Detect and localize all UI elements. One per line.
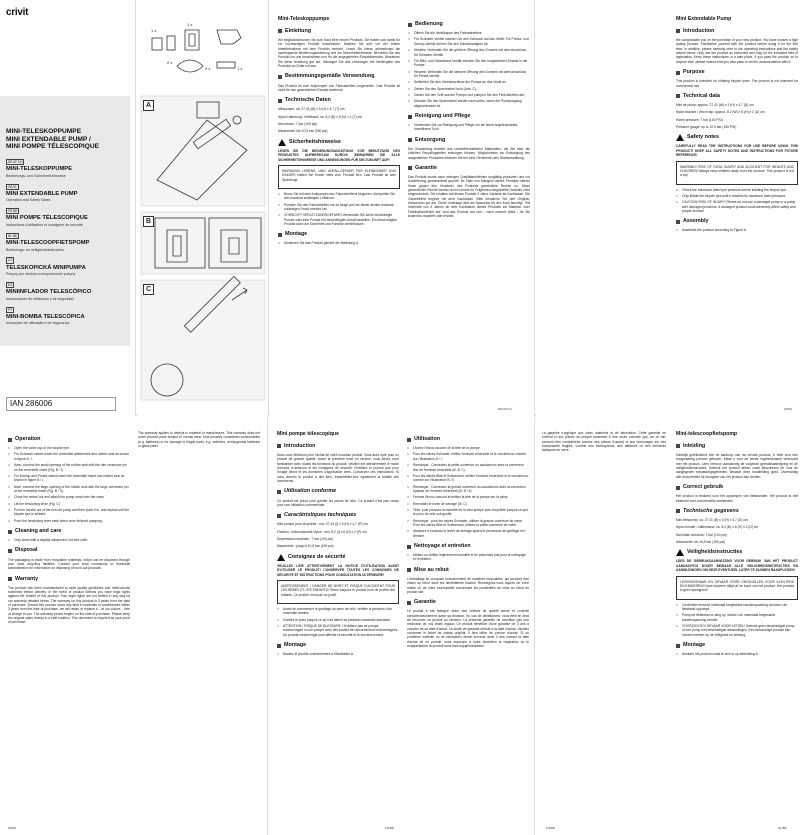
language-subtitle: Instrucciones de utilización y de seguridad — [6, 296, 74, 301]
bullet-item: □ Lift the tensioning lever (Fig. C). — [8, 502, 130, 506]
quantity-label: 1 x — [187, 22, 193, 27]
section-heading: Montage — [278, 231, 400, 238]
page-footer: GB/IE — [784, 407, 793, 412]
bullet-item: □ Ziehen Sie den Spannhebel hoch (Abb. C). — [408, 87, 530, 91]
cover-page — [0, 0, 136, 416]
language-title: TELESKOPICKÁ MINIPUMPA — [6, 264, 86, 271]
bullet-item: □ Avant de commencer le gonflage du pneu de vélo, vérifiez la pression d'air maximale admise. — [277, 607, 399, 616]
section-heading: Inleiding — [676, 443, 798, 450]
quantity-label: 2 x — [167, 60, 173, 65]
bullet-item: □ VORSICHT! VERLETZUNGSGEFAHR! Verwenden Sie keine beschädigte Pumpe oder eine Pumpe mit beschädigten Anschlussteilen. Ein beschädigtes Produkt kann die Sicherheit und Funktion beeinflussen. — [278, 213, 400, 226]
paragraph: The warranty applies to defects in material or manufacture. This warranty does not cover product parts subject to normal wear, thus possibly considered consumables (e.g. batteries) or for damage to fragile parts, e.g. switches, rechargeable batteries or glass parts. — [138, 431, 260, 449]
section-heading: Nettoyage et entretien — [407, 543, 529, 550]
bullet-item: □ Controleer eerst de maximaal toegestane bandenspanning voordat u de fietsband oppompt. — [676, 603, 798, 612]
de-col-left — [278, 16, 400, 248]
page-title: Mini Extendable Pump — [676, 16, 732, 22]
nl-page — [536, 417, 802, 835]
paragraph: Nous vous félicitons pour l'achat de votre nouveau produit. Vous avez opté pour un produit de grande qualité. Avant la première mise en service, vous devez vous familiariser avec toutes les fonctions du produit. Veuillez lire attentivement le mode d'emploi ci-dessous et les consignes de sécurité. N'utilisez le produit que pour l'usage décrit et les domaines d'application cités. Conservez ces instructions. Si vous donnez le produit à des tiers, transmettez-leur également la totalité des documents. — [277, 452, 399, 484]
cover-title — [6, 128, 130, 151]
section-heading: Mise au rebut — [407, 567, 529, 574]
section-heading: Utilisation conforme — [277, 488, 399, 495]
warning-box: LEVENSGEVAAR EN GEVAAR VOOR ONGEVALLEN VOOR KLEUTERS EN KINDEREN! Houd kinderen altijd uit de buurt van het product. Het product is geen speelgoed! — [676, 576, 798, 600]
bullet-item: □ Remarque : pour les valves Schrader, utilisez la grande ouverture de valve. Pour les valves Blitz et Sclaverand, utilisez la petite ouverture de valve. — [407, 519, 529, 528]
language-codes: GB IE — [8, 184, 17, 189]
bullet-item: □ Montez le produit conformément à l'illustration A. — [277, 652, 399, 656]
page-footer: NL/BE — [778, 826, 787, 831]
spec-row: Manometer: tot 10,5 bar (150 psi) — [676, 540, 725, 545]
paragraph: Das Produkt ist zum Aufpumpen von Fahrradreifen vorgesehen. Das Produkt ist nicht für den gewerblichen Einsatz bestimmt. — [278, 83, 400, 92]
paragraph: The packaging is made from recyclable materials, which can be disposed through your local recycling facilities. Contact your local community or municipal administration for information on disposing of worn-out products. — [8, 557, 130, 571]
caps-notice: CAREFULLY READ THE INSTRUCTIONS FOR USE BEFORE USING THIS PRODUCT! KEEP ALL SAFETY NOTES AND INSTRUCTIONS FOR FUTURE REFERENCE! — [676, 144, 798, 158]
spec-row: Nylon houder / klittenband: ca. 8,2 (B) x 6 (H) x 2 (D) cm — [676, 525, 759, 530]
paragraph: This product is intended for inflating bicycle tyres. The product is not intended for commercial use. — [676, 79, 798, 88]
bullet-item: □ Abaissez à nouveau le levier de serrage quand le processus de gonflage est terminé. — [407, 529, 529, 538]
gb-page-1 — [536, 0, 802, 416]
bullet-item: □ Fermez l'écrou-raccord et enfilez la tête de la pompe sur la valve. — [407, 495, 529, 499]
language-title: MINI-TELESCOOPFIETSPOMP — [6, 240, 90, 246]
spec-row: Nenndruck: 7 bar (100 psi) — [278, 122, 318, 127]
warning-box: WARNUNG! LEBENS- UND UNFALLGEFAHR FÜR KLEINKINDER UND KINDER! Halten Sie Kinder stets vom Produkt fern. Das Produkt ist kein Spielzeug! — [278, 165, 400, 189]
quantity-label: 1 x — [151, 28, 157, 33]
de-col-right — [408, 16, 530, 221]
bullet-item: □ Check the maximum rated tyre pressure before inflating the bicycle tyre. — [676, 188, 798, 192]
section-heading: Bedienung — [408, 21, 530, 28]
spec-row: Mini air pump: approx. 27.41 (W) x 3 (H) x 4.7 (D) cm — [676, 102, 754, 107]
language-subtitle: Instructions d'utilisation et consignes de sécurité — [6, 223, 83, 228]
page-footer: FR/BE — [385, 826, 394, 831]
warning-triangle-icon — [278, 139, 286, 146]
language-entry — [6, 184, 130, 204]
cover-title-line: MINI EXTENDABLE PUMP / — [6, 135, 91, 143]
language-entry — [6, 257, 130, 277]
bullet-item: □ Open the valve cap of the bicycle tyre. — [8, 446, 130, 450]
bullet-item: □ CAUTION! RISK OF INJURY! Please do not use a damaged pump or a pump with damaged junctions. A damaged product could adversely affect safety and proper function. — [676, 200, 798, 213]
bullet-item: □ Verwenden Sie zur Reinigung und Pflege nur ein leicht angefeuchtetes, fusselfreies Tuch. — [408, 123, 530, 132]
gb-col-left — [676, 16, 798, 235]
section-heading: Correct gebruik — [676, 484, 798, 491]
page-title: Mini-telescoopfietspomp — [676, 431, 738, 437]
paragraph: L'emballage se compose exclusivement de matières recyclables, qui peuvent être mises au rebut dans les déchetteries locales. Renseignez-vous auprès de votre mairie ou de votre municipalité concernant les possibilités de mise au rebut du produit usé. — [407, 576, 529, 594]
figures-page — [137, 0, 269, 416]
language-title: MINI POMPE TÉLESCOPIQUE — [6, 215, 88, 222]
bullet-item: □ Hinweis: Verbinden Sie die größere Öffnung des Gummis mit dem Anschluss für Schrader-Ventile. — [408, 48, 530, 57]
section-heading: Entsorgung — [408, 137, 530, 144]
section-heading: Montage — [676, 642, 798, 649]
page-title: Mini-Teleskoppumpe — [278, 16, 330, 22]
section-heading: Technical data — [676, 93, 798, 100]
bullet-item: □ Für Blitz- und Sclaverand-Ventile stecken Sie den umgedrehten Einsatz in die Pumpe. — [408, 59, 530, 68]
spec-row: Nominale overdruk: 7 bar (100 psi) — [676, 532, 727, 537]
bullet-item: □ Monteer het product zoals te zien is op afbeelding A. — [676, 652, 798, 656]
ian-number: IAN 286006 — [6, 397, 116, 411]
figure-label-b: B — [143, 216, 154, 227]
section-heading: Introduction — [676, 28, 798, 35]
warning-triangle-icon — [277, 554, 285, 561]
spec-row: Nylon bracket / velcro tap: approx. 8.2 (W) x 6 (H) x 2 (D) cm — [676, 110, 765, 115]
figure-b-frame — [141, 212, 265, 274]
part-clip-1 — [152, 38, 162, 50]
bullet-item: □ Schließen Sie den Ventilanschluss der Pumpe an das Ventil an. — [408, 80, 530, 84]
language-codes: DE AT CH — [8, 160, 23, 164]
spec-row: Manometer: bis 10,5 bar (150 psi) — [278, 129, 328, 134]
quantity-label: 2 x — [205, 66, 211, 71]
section-heading: Einleitung — [278, 28, 400, 35]
bullet-item: □ VOORZICHTIG! GEVAAR VOOR LETSEL! Gebruik geen beschadigde pomp of een pomp met beschadigde aansluitingen. Een beschadigd product kan invloed hebben op de veiligheid en werking. — [676, 624, 798, 637]
bullet-item: □ Note: connect the small opening of the rubber seal with the dim connector pin on the reversible insert (Fig. B / I). — [8, 463, 130, 472]
fr-col-right — [407, 431, 529, 652]
language-subtitle: Instruções de utilização e de segurança — [6, 321, 70, 326]
spec-row: Pressure gauge: up to 10.5 bar (150 PSI) — [676, 125, 737, 130]
language-title: MINI EXTENDABLE PUMP — [6, 190, 78, 197]
language-title: MINIINFLADOR TELESCÓPICO — [6, 289, 92, 296]
bullet-item: □ Pour les valves Blitz et Sclaverand, enfilez l'embout réversible et le caoutchouc comme sur l'illustration B / II. — [407, 474, 529, 483]
bullet-item: □ Ziehen Sie den Griff aus der Pumpe und pumpen Sie den Fahrradreifen auf. — [408, 93, 530, 97]
language-codes: FR BE — [8, 209, 18, 214]
part-bracket — [185, 30, 199, 50]
section-heading: Bestimmungsgemäße Verwendung — [278, 73, 400, 80]
section-heading: Purpose — [676, 69, 798, 76]
paragraph: Het product is bedoeld voor het oppompen van fietsbanden. Het product is niet bestemd voor commerciële doeleinden. — [676, 494, 798, 503]
language-codes: ES — [8, 282, 13, 287]
bullet-item: □ Utiliser un chiffon légèrement humidifié et ne peluchant pas pour le nettoyage et l'entretien. — [407, 553, 529, 562]
language-codes: PT — [8, 307, 13, 312]
part-strap — [177, 60, 203, 72]
bullet-item: □ Ouvrez l'écrou-raccord de la tête de la pompe. — [407, 446, 529, 450]
bullet-item: □ Montieren Sie das Produkt gemäß der Abbildung A. — [278, 241, 400, 245]
language-list — [6, 154, 130, 329]
fr-col-left — [277, 431, 399, 658]
language-subtitle: Bedienungs- und Sicherheitshinweise — [6, 173, 66, 178]
bullet-item: □ Bevor Sie mit dem Aufpumpen des Fahrradreifens beginnen, überprüfen Sie den maximal zulässigen Luftdruck. — [278, 192, 400, 201]
section-heading: Sicherheitshinweise — [278, 139, 400, 146]
bullet-item: □ ATTENTION ! RISQUE DE BLESSURE ! N'utilisez pas de pompe endommagée ni une pompe avec des parties de raccordement endommagées. Un produit endommagé peut affecter la sécurité et le fonctionnement. — [277, 624, 399, 637]
spec-row: Nylon Halterung / Klettband: ca. 8,2 (B) x 6 (H) x 2 (T) cm — [278, 114, 362, 119]
language-title: MINI-TELESKOPPUMPE — [6, 166, 73, 173]
paragraph: Wir beglückwünschen Sie zum Kauf Ihrer neuen Produkts. Sie haben sich damit für ein hochwertiges Produkt entschieden. Machen Sie sich vor der ersten Inbetriebnahme mit dem Produkt vertraut. Lesen Sie hierzu aufmerksam die nachfolgende Bedienungsanleitung und die Sicherheitshinweise. Benutzen Sie das Produkt nur wie beschrieben und für die angegebenen Einsatzbereiche. Bewahren Sie diese Anleitung gut auf. Händigen Sie alle Unterlagen bei Weitergabe des Produkts an Dritte mit aus. — [278, 37, 400, 69]
spec-row: Surpression nominale : 7 bar (100 psi) — [277, 537, 333, 542]
paragraph: La garantie s'applique aux vices matériels et de fabrication. Cette garantie ne s'étend ni aux pièces du produit soumises à une usure normale (qui, de ce fait, peuvent être considérées comme des pièces d'usure) ni aux dommages sur des composants fragiles, comme des interrupteurs, des batteries ou des éléments fabriqués en verre. — [542, 431, 666, 453]
fr-col-cont — [542, 431, 666, 456]
section-heading: Garantie — [407, 599, 529, 606]
section-heading: Cleaning and care — [8, 528, 130, 535]
bullet-item: □ For Dunlop and Presta valves insert the reversible insert and rubber seal as shown in figure B / I. — [8, 474, 130, 483]
language-subtitle: Pokyny pro obsluhu a bezpečnostní pokyny — [6, 272, 76, 277]
bullet-item: □ Remarque : Connectez la petite ouverture du caoutchouc avec la connexion fine de l'embout réversible (Ill. B / I). — [407, 463, 529, 472]
section-heading: Assembly — [676, 218, 798, 225]
bullet-item: □ Pumpen Sie den Fahrradreifen nur so lange auf, bis dieser seinen maximal zulässigen Druck erreicht hat. — [278, 203, 400, 212]
bullet-item: □ Hinweis: Verbinden Sie die kleinere Öffnung des Gummis mit dem Anschluss für Presta-Ventile. — [408, 70, 530, 79]
section-heading: Consignes de sécurité — [277, 554, 399, 561]
page-footer: DE/AT/CH — [498, 407, 512, 412]
warning-box: AVERTISSEMENT ! DANGER DE MORT ET RISQUE D'ACCIDENT POUR LES BÉBÉS ET LES ENFANTS! Tenez toujours le produit hors de portée des enfants. Ce produit n'est pas un jouet! — [277, 580, 399, 604]
paragraph: Ce produit est prévu pour gonfler les pneus de vélo. Ce produit n'est pas conçu pour une utilisation commerciale. — [277, 498, 399, 507]
cover-title-line: MINI-TELESKOPPUMPE — [6, 128, 82, 135]
part-screw — [217, 62, 235, 68]
language-title: MINI-BOMBA TELESCÓPICA — [6, 313, 85, 320]
brand-logo: crivit — [6, 7, 29, 18]
gb-page-2 — [0, 417, 268, 835]
spec-row: Mini-fietspomp: ca. 27,41 (B) x 3 (H) x 4,7 (D) cm — [676, 517, 748, 522]
page-footer: FR/BE — [546, 826, 555, 831]
figure-c-frame — [141, 280, 265, 400]
bullet-item: □ Pull the handle out of the mini air pump and then push it in, and repeat until the bicycle tyre is inflated. — [8, 508, 130, 517]
warning-triangle-icon — [676, 134, 684, 141]
language-entry — [6, 208, 130, 228]
bullet-item: □ Only inflate the bicycle tyre until it reaches its maximum rated pressure. — [676, 194, 798, 198]
section-heading: Introduction — [277, 443, 399, 450]
language-entry — [6, 282, 130, 302]
paragraph: Hartelijk gefeliciteerd met de aankoop van uw nieuwe product. U hebt voor een hoogwaardig product gekozen. Maak u voor de eerste ingebruikname vertrouwd met het product. Lees hiervoor aandachtig de volgende gebruiksaanwijzing en de veiligheidsinstructies. Gebruik het product alleen zoals beschreven en voor de aangegeven toepassingsgebieden. Bewaar deze handleiding goed. Overhandig alle documenten bij doorgave van het product aan derden. — [676, 452, 798, 479]
section-heading: Technische Daten — [278, 97, 400, 104]
language-entry — [6, 159, 130, 179]
paragraph: The product has been manufactured to strict quality guidelines and meticulously examined before delivery. In the event of product defects you have legal rights against the retailer of this product. Your legal rights are not limited in any way by our warranty detailed below. The warranty for this product is 3 years from the date of purchase. Should this product show any fault in materials or manufacture within 3 years from the date of purchase, we will repair or replace it – at our choice – free of charge to you. The warranty period begins on the date of purchase. Please keep the original sales receipt in a safe location. This document is required as your proof of purchase. — [8, 585, 130, 625]
spec-row: Fixation / velcro/sachets Nylon : env. 8,2 (l) x 6 (H) x 2 (P) cm — [277, 529, 367, 534]
bullet-item: □ Für Schrader-Ventile stecken Sie den Schlauch auf das Ventil. Für Presta- und Dunlop-Ventile drehen Sie den Schraubadapter ab. — [408, 37, 530, 46]
bullet-item: □ Only clean with a slightly dampened, lint-free cloth. — [8, 538, 130, 542]
bullet-item: □ Remontez le levier de serrage (Ill. C). — [407, 502, 529, 506]
figure-label-c: C — [143, 284, 154, 295]
page-title: Mini pompe télescopique — [277, 431, 339, 437]
section-heading: Technische gegevens — [676, 508, 798, 515]
figure-illustrations — [137, 0, 269, 416]
page-footer: GB/IE — [8, 826, 17, 831]
quantity-label: 1 x — [237, 66, 243, 71]
sheet-bottom — [0, 417, 802, 835]
section-heading: Veiligheidsinstructies — [676, 549, 798, 556]
section-heading: Reinigung und Pflege — [408, 113, 530, 120]
warning-box: WARNING! RISK OF FATAL INJURY AND ACCIDENT FOR INFANTS AND CHILDREN! Always keep children away from the product. This product is not a toy! — [676, 161, 798, 185]
bullet-item: □ Assemble the product according to Figure A. — [676, 228, 798, 232]
spec-row: Mini-pompe pour bicyclette : env. 27,41 (l) x 3 (H) x 4,7 (P) cm — [277, 522, 368, 527]
warning-triangle-icon — [676, 549, 684, 556]
bullet-item: □ Note: connect the large opening of the rubber seal with the large connector pin of the reversible insert (Fig. B / II). — [8, 485, 130, 494]
gb-col-operation — [8, 431, 130, 628]
section-heading: Operation — [8, 436, 130, 443]
language-subtitle: Bedienings- en veiligheidsinstructies — [6, 247, 64, 252]
language-entry — [6, 307, 130, 327]
paragraph: Das Produkt wurde nach strengen Qualitätsrichtlinien sorgfältig produziert und vor Auslieferung gewissenhaft geprüft. Im Falle von Mängeln dieses Produkts stehen Ihnen gegen den Verkäufer des Produkts gesetzliche Rechte zu. Diese gesetzlichen Rechte werden durch unsere im Folgenden dargestellte Garantie nicht eingeschränkt. Sie erhalten auf dieses Produkt 3 Jahre Garantie ab Kaufdatum. Die Garantiefrist beginnt mit dem Kaufdatum. Bitte bewahren Sie den Original-Kassenbon gut auf. Diese Unterlage wird als Nachweis für den Kauf benötigt. Tritt innerhalb von 3 Jahren ab dem Kaufdatum dieses Produkts ein Material- oder Fabrikationsfehler auf, wird das Produkt von uns – nach unserer Wahl – für Sie kostenlos repariert oder ersetzt. — [408, 175, 530, 219]
section-heading: Safety notes — [676, 134, 798, 141]
part-clip-2 — [167, 36, 175, 50]
section-heading: Warranty — [8, 576, 130, 583]
part-pump-head — [217, 30, 241, 44]
figure-label-a: A — [143, 100, 154, 111]
bullet-item: □ Pour les valves Schrader, enfilez l'embout réversible et le caoutchouc comme sur l'illustration B / I. — [407, 452, 529, 461]
paragraph: Die Verpackung besteht aus umweltfreundlichen Materialien, die Sie über die örtlichen Recyclingstellen entsorgen können. Möglichkeiten zur Entsorgung des ausgedienten Produktes erfahren Sie bei Ihrer Gemeinde oder Stadtverwaltung. — [408, 146, 530, 160]
bullet-item: □ Pomp de fietsband zo lang op, totdat u de maximaal toegestane bandenspanning bereikt. — [676, 613, 798, 622]
section-heading: Caractéristiques techniques — [277, 512, 399, 519]
bullet-item: □ Close the swivel nut and attach the pump head onto the valve. — [8, 495, 130, 499]
language-codes: CZ — [8, 258, 13, 263]
de-page-1 — [270, 0, 535, 416]
fr-page — [269, 417, 535, 835]
bullet-item: □ Drücken Sie den Spannhebel wieder nach unten, wenn der Pumpvorgang abgeschlossen ist. — [408, 99, 530, 108]
sheet-top — [0, 0, 802, 416]
language-subtitle: Operation and Safety Notes — [6, 198, 51, 203]
section-heading: Garantie — [408, 165, 530, 172]
spec-row: Rated pressure: 7 bar (100 PSI) — [676, 117, 723, 122]
bullet-item: □ For Schrader valves insert the reversible attachment and rubber seal as shown in figure A / I. — [8, 452, 130, 461]
nl-col — [676, 431, 798, 658]
section-heading: Montage — [277, 642, 399, 649]
bullet-item: □ Gonflez le pneu jusqu'à ce qu'il ait atteint sa pression maximale autorisée. — [277, 618, 399, 622]
bullet-item: □ Tirez, puis poussez la manette de la mini-pompe pour bicyclette jusqu'à ce que le pneu de vélo soit gonflé. — [407, 508, 529, 517]
caps-notice: VEUILLEZ LIRE ATTENTIVEMENT LA NOTICE D'UTILISATION AVANT D'UTILISER LE PRODUIT! CONSERVER TOUTES LES CONSIGNES DE SÉCURITÉ ET INSTRUCTIONS POUR CONSULTATION ULTÉRIEURE! — [277, 563, 399, 577]
language-codes: NL BE — [8, 233, 18, 238]
language-entry — [6, 233, 130, 253]
caps-notice: LESEN SIE DIE BEDIENUNGSANLEITUNG VOR BENUTZUNG DES PRODUKTES AUFMERKSAM DURCH! BEWAHREN SIE ALLE SICHERHEITSHINWEISE UND ANWEISUNGEN FÜR DIE ZUKUNFT AUF! — [278, 148, 400, 162]
bullet-item: □ Push the tensioning lever back down once finished pumping. — [8, 519, 130, 523]
bullet-item: □ Öffnen Sie die Ventilkappe des Fahrradreifens. — [408, 31, 530, 35]
caps-notice: LEES DE GEBRUIKSAANWIJZING VOOR GEBRUIK VAN HET PRODUCT AANDACHTIG DOOR! BEWAAR ALLE VEILIGHEIDSINSTRUCTIES EN AANWIJZINGEN OM DEZE EVENTUEEL LATER TE KUNNEN RAADPLEGEN! — [676, 559, 798, 573]
section-heading: Disposal — [8, 547, 130, 554]
bullet-item: □ Remarque : Connectez la grosse ouverture du caoutchouc avec la connexion épaisse de l'embout réversible (Ill. B / II). — [407, 485, 529, 494]
section-heading: Utilisation — [407, 436, 529, 443]
spec-row: Manomètre : jusqu'à 10,5 bar (150 psi) — [277, 544, 334, 549]
paragraph: We congratulate you on the purchase of your new product. You have chosen a high quality product. Familiarise yourself with the product before using it for the first time. In addition, please carefully refer to the operating instructions and the safety advice below. Only use the product as instructed and only for the indicated field of application. Keep these instructions in a safe place. If you pass the product on to anyone else, please ensure that you also pass on all the documentation with it. — [676, 37, 798, 64]
paragraph: Le produit a été fabriqué selon des critères de qualité stricts et contrôlé consciencieusement avant sa livraison. En cas de défaillances, vous êtes en droit de retourner ce produit au vendeur. La présente garantie ne constitue pas une restriction de vos droits légaux. Ce produit bénéficie d'une garantie de 3 ans à compter de sa date d'achat. La durée de garantie débute à la date d'achat. Veuillez conserver le ticket de caisse original. Il fera office de preuve d'achat. Si un problème matériel ou de fabrication devait survenir dans 3 ans suivant la date d'achat de ce produit, nous assurons à notre discrétion la réparation ou le remplacement du produit sans frais supplémentaires. — [407, 609, 529, 649]
cover-title-line: MINI POMPE TÉLESCOPIQUE — [6, 143, 100, 151]
gb-col-warranty-cont — [138, 431, 260, 451]
spec-row: Minipumpe: ca. 27,41 (Ø) x 3 (H) x 4,7 (T) cm — [278, 107, 345, 112]
